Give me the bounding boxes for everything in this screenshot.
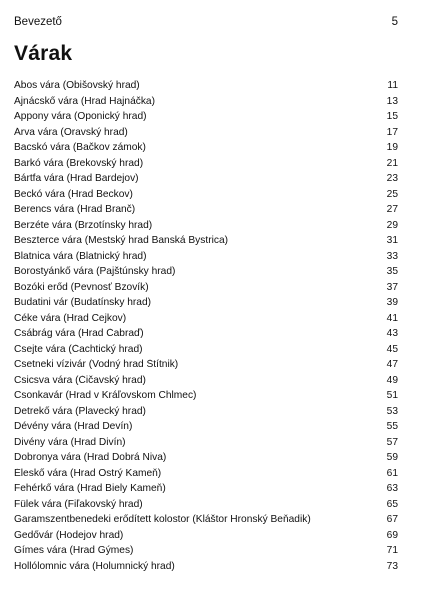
toc-intro-row	[14, 14, 398, 30]
toc-entry-title: Budatini vár (Budatínsky hrad)	[14, 297, 152, 309]
toc-entry-title: Csejte vára (Čachtický hrad)	[14, 343, 143, 355]
toc-entry-title: Dobronya vára (Hrad Dobrá Niva)	[14, 452, 167, 464]
section-heading: Várak	[14, 42, 73, 65]
toc-entry	[14, 450, 398, 466]
toc-entry-page-number: 53	[386, 405, 398, 417]
toc-entry-title: Blatnica vára (Blatnický hrad)	[14, 250, 147, 262]
toc-entry	[14, 435, 398, 451]
toc-entry-title: Garamszentbenedeki erődített kolostor (Kláštor Hronský Beňadik)	[14, 514, 311, 526]
toc-entry-page-number: 31	[386, 235, 398, 247]
toc-entry-page-number: 39	[386, 297, 398, 309]
toc-entry-page-number: 35	[386, 266, 398, 278]
toc-entry-page-number: 73	[386, 560, 398, 572]
toc-entry	[14, 125, 398, 141]
toc-entry-title: Gímes vára (Hrad Gýmes)	[14, 545, 134, 557]
toc-entry-title: Berzéte vára (Brzotínsky hrad)	[14, 219, 153, 231]
toc-entry	[14, 249, 398, 265]
toc-entry-page-number: 63	[386, 483, 398, 495]
toc-entry-title: Fehérkő vára (Hrad Biely Kameň)	[14, 483, 166, 495]
toc-entry-title: Bártfa vára (Hrad Bardejov)	[14, 173, 139, 185]
toc-entry-title: Barkó vára (Brekovský hrad)	[14, 157, 144, 169]
toc-entry-title: Berencs vára (Hrad Branč)	[14, 204, 136, 216]
toc-entry-title: Ajnácskő vára (Hrad Hajnáčka)	[14, 95, 155, 107]
toc-entry-page-number: 45	[386, 343, 398, 355]
toc-entry	[14, 233, 398, 249]
toc-entry-page-number: 43	[386, 328, 398, 340]
toc-entry-title: Éleskő vára (Hrad Ostrý Kameň)	[14, 467, 162, 479]
toc-entry	[14, 512, 398, 528]
toc-entry	[14, 388, 398, 404]
toc-entry	[14, 342, 398, 358]
toc-entry-title: Hollólomnic vára (Holumnický hrad)	[14, 560, 175, 572]
toc-entry	[14, 94, 398, 110]
toc-entry-title: Borostyánkő vára (Pajštúnsky hrad)	[14, 266, 176, 278]
toc-entry-page-number: 71	[386, 545, 398, 557]
toc-entry-page-number: 47	[386, 359, 398, 371]
toc-entry-page-number: 21	[386, 157, 398, 169]
toc-entry	[14, 264, 398, 280]
toc-entry-page-number: 65	[386, 498, 398, 510]
toc-entry-title: Beszterce vára (Mestský hrad Banská Bystrica)	[14, 235, 229, 247]
toc-entry	[14, 156, 398, 172]
toc-entry-title: Árva vára (Oravský hrad)	[14, 126, 128, 138]
toc-entry-page-number: 27	[386, 204, 398, 216]
toc-entry-page-number: 17	[386, 126, 398, 138]
toc-entry	[14, 311, 398, 327]
toc-entry-page-number: 37	[386, 281, 398, 293]
toc-entry	[14, 497, 398, 513]
toc-entry-page-number: 41	[386, 312, 398, 324]
toc-entry	[14, 202, 398, 218]
toc-entry	[14, 559, 398, 575]
toc-entry	[14, 218, 398, 234]
toc-entry	[14, 295, 398, 311]
toc-entry	[14, 171, 398, 187]
toc-entry-title: Csonkavár (Hrad v Kráľovskom Chlmec)	[14, 390, 197, 402]
toc-entry-title: Abos vára (Obišovský hrad)	[14, 80, 140, 92]
toc-entry-page-number: 13	[386, 95, 398, 107]
toc-entry-page-number: 67	[386, 514, 398, 526]
intro-page-number: 5	[391, 16, 398, 28]
toc-entry-page-number: 19	[386, 142, 398, 154]
toc-entry	[14, 404, 398, 420]
toc-entry-page-number: 59	[386, 452, 398, 464]
toc-entry-page-number: 15	[386, 111, 398, 123]
toc-entry-title: Dévény vára (Hrad Devín)	[14, 421, 133, 433]
toc-entry-title: Divény vára (Hrad Divín)	[14, 436, 126, 448]
toc-entry-title: Appony vára (Oponický hrad)	[14, 111, 147, 123]
toc-entry-title: Céke vára (Hrad Cejkov)	[14, 312, 127, 324]
toc-entry	[14, 528, 398, 544]
toc-entry-page-number: 55	[386, 421, 398, 433]
toc-entry-page-number: 61	[386, 467, 398, 479]
toc-entry-title: Fülek vára (Fiľakovský hrad)	[14, 498, 143, 510]
toc-entry-page-number: 57	[386, 436, 398, 448]
toc-entry	[14, 78, 398, 94]
toc-entry	[14, 373, 398, 389]
toc-entry-page-number: 49	[386, 374, 398, 386]
toc-entry-page-number: 11	[387, 80, 398, 92]
toc-entry	[14, 326, 398, 342]
toc-entry	[14, 419, 398, 435]
toc-entry-title: Csicsva vára (Čičavský hrad)	[14, 374, 146, 386]
toc-entry-page-number: 33	[386, 250, 398, 262]
toc-entry	[14, 140, 398, 156]
toc-entry-title: Bacskó vára (Bačkov zámok)	[14, 142, 146, 154]
toc-entry-title: Csetneki vízivár (Vodný hrad Štítnik)	[14, 359, 179, 371]
toc-entry-page-number: 51	[386, 390, 398, 402]
toc-entry	[14, 280, 398, 296]
toc-entry-page-number: 29	[386, 219, 398, 231]
toc-entry-page-number: 25	[386, 188, 398, 200]
toc-entry-title: Beckó vára (Hrad Beckov)	[14, 188, 133, 200]
toc-entry-title: Bozóki erőd (Pevnosť Bzovík)	[14, 281, 149, 293]
toc-entry	[14, 187, 398, 203]
toc-entry-page-number: 69	[386, 529, 398, 541]
toc-entry-title: Detrekő vára (Plavecký hrad)	[14, 405, 146, 417]
toc-entry-page-number: 23	[386, 173, 398, 185]
toc-entry	[14, 543, 398, 559]
toc-entry-title: Csábrág vára (Hrad Čabraď)	[14, 328, 144, 340]
toc-entry-title: Gedővár (Hodejov hrad)	[14, 529, 124, 541]
toc-entry	[14, 109, 398, 125]
toc-entry	[14, 466, 398, 482]
toc-entry	[14, 481, 398, 497]
toc-entry	[14, 357, 398, 373]
table-of-contents	[14, 78, 398, 574]
intro-title: Bevezető	[14, 16, 62, 28]
